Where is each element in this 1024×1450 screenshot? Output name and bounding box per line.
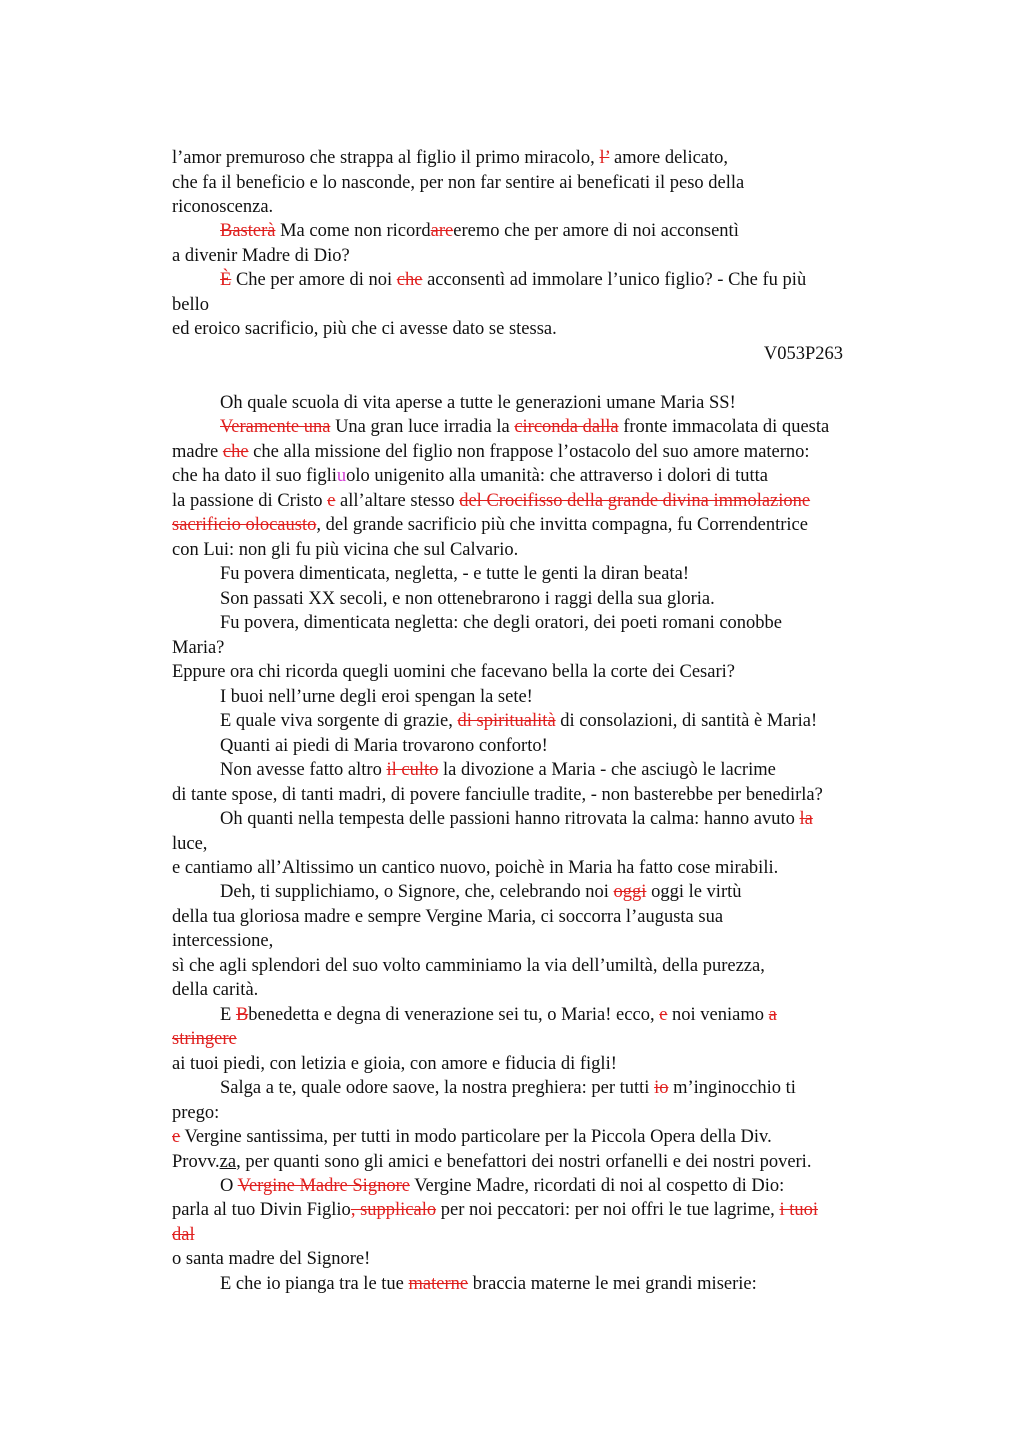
text-segment: Eppure ora chi ricorda quegli uomini che facevano bella la corte dei Cesari? (172, 662, 735, 682)
text-line (220, 880, 742, 904)
underlined-text: za (219, 1152, 237, 1172)
deleted-text: circonda dalla (514, 417, 619, 437)
deleted-text: Veramente una (220, 417, 331, 437)
deleted-text: stringere (172, 1029, 237, 1049)
text-line (172, 538, 518, 562)
text-segment: riconoscenza. (172, 197, 274, 217)
text-line (220, 685, 533, 709)
text-line (220, 1174, 784, 1198)
deleted-text: e (327, 491, 336, 511)
text-segment: acconsentì ad immolare l’unico figlio? - Che fu più (422, 270, 807, 290)
deleted-text: oggi (613, 882, 647, 902)
deleted-text: di spiritualità (457, 711, 556, 731)
text-segment: braccia materne le mei grandi miserie: (468, 1274, 757, 1294)
text-segment: luce, (172, 834, 208, 854)
text-line (172, 489, 810, 513)
text-line (220, 1272, 757, 1296)
text-line (172, 1247, 370, 1271)
text-segment: che ha dato il suo figli (172, 466, 337, 486)
text-segment: I buoi nell’urne degli eroi spengan la sete! (220, 687, 533, 707)
deleted-text: la (799, 809, 813, 829)
text-segment: all’altare stesso (335, 491, 460, 511)
text-segment: e cantiamo all’Altissimo un cantico nuovo, poichè in Maria ha fatto cose mirabili. (172, 858, 779, 878)
deleted-text: il culto (386, 760, 439, 780)
text-line (172, 317, 557, 341)
text-line (172, 1027, 237, 1051)
text-segment: Vergine Madre, ricordati di noi al cospetto di Dio: (409, 1176, 785, 1196)
text-line (172, 636, 224, 660)
text-segment: a divenir Madre di Dio? (172, 246, 350, 266)
text-segment: bello (172, 295, 209, 315)
text-segment: Fu povera dimenticata, negletta, - e tutte le genti la diran beata! (220, 564, 689, 584)
text-segment: Una gran luce irradia la (330, 417, 515, 437)
text-segment: E quale viva sorgente di grazie, (220, 711, 458, 731)
deleted-text: l’ (599, 148, 610, 168)
text-segment: , del grande sacrificio più che invitta compagna, fu Correndentrice (316, 515, 808, 535)
text-segment: fronte immacolata di questa (618, 417, 830, 437)
text-segment: O (220, 1176, 238, 1196)
text-segment: oggi le virtù (646, 882, 742, 902)
deleted-text: Vergine Madre Signore (237, 1176, 410, 1196)
text-segment: Che per amore di noi (231, 270, 397, 290)
deleted-text: io (654, 1078, 669, 1098)
text-segment: di consolazioni, di santità è Maria! (555, 711, 818, 731)
text-segment: m’inginocchio ti (668, 1078, 796, 1098)
text-line (172, 171, 744, 195)
text-segment: intercessione, (172, 931, 274, 951)
text-line (172, 856, 778, 880)
text-line (172, 293, 209, 317)
inserted-text: u (336, 466, 347, 486)
text-line (172, 954, 765, 978)
text-segment: Ma come non ricord (275, 221, 431, 241)
text-segment: Non avesse fatto altro (220, 760, 387, 780)
deleted-text: Basterà (220, 221, 276, 241)
text-segment: la passione di Cristo (172, 491, 328, 511)
text-segment: prego: (172, 1103, 220, 1123)
deleted-text: a (768, 1005, 777, 1025)
deleted-text: , supplicalo (350, 1200, 437, 1220)
text-segment: , per quanti sono gli amici e benefattori dei nostri orfanelli e dei nostri poveri. (236, 1152, 812, 1172)
text-line (172, 1101, 219, 1125)
deleted-text: materne (408, 1274, 469, 1294)
text-line (220, 611, 782, 635)
text-line (172, 978, 258, 1002)
text-line (220, 807, 813, 831)
text-line (172, 783, 823, 807)
text-segment: della carità. (172, 980, 259, 1000)
text-segment: la divozione a Maria - che asciugò le lacrime (438, 760, 776, 780)
text-segment: Deh, ti supplichiamo, o Signore, che, celebrando noi (220, 882, 614, 902)
text-segment: Fu povera, dimenticata negletta: che degli oratori, dei poeti romani conobbe (220, 613, 783, 633)
text-line (220, 268, 806, 292)
text-line (220, 758, 776, 782)
text-segment: della tua gloriosa madre e sempre Vergine Maria, ci soccorra l’augusta sua (172, 907, 724, 927)
text-segment: Oh quale scuola di vita aperse a tutte le generazioni umane Maria SS! (220, 393, 736, 413)
text-segment: Maria? (172, 638, 225, 658)
text-line (172, 146, 728, 170)
text-segment: ed eroico sacrificio, più che ci avesse dato se stessa. (172, 319, 557, 339)
text-line (172, 1223, 195, 1247)
text-segment: E che io pianga tra le tue (220, 1274, 409, 1294)
text-segment: che fa il beneficio e lo nasconde, per non far sentire ai beneficati il peso della (172, 173, 745, 193)
text-line (172, 1052, 617, 1076)
text-segment: o santa madre del Signore! (172, 1249, 371, 1269)
deleted-text: che (222, 442, 249, 462)
text-line (220, 562, 689, 586)
text-segment: sì che agli splendori del suo volto camminiamo la via dell’umiltà, della purezza, (172, 956, 765, 976)
text-segment: olo unigenito alla umanità: che attraverso i dolori di tutta (346, 466, 768, 486)
deleted-text: sacrificio olocausto (172, 515, 317, 535)
text-segment: l’amor premuroso che strappa al figlio il primo miracolo, (172, 148, 600, 168)
text-line (172, 440, 810, 464)
text-line (172, 464, 768, 488)
text-segment: Vergine santissima, per tutti in modo particolare per la Piccola Opera della Div. (180, 1127, 772, 1147)
deleted-text: dal (172, 1225, 195, 1245)
page-reference-code: V053P263 (763, 344, 843, 364)
text-line (220, 587, 715, 611)
text-line (220, 1003, 777, 1027)
text-segment: Oh quanti nella tempesta delle passioni hanno ritrovata la calma: hanno avuto (220, 809, 800, 829)
text-segment: con Lui: non gli fu più vicina che sul Calvario. (172, 540, 519, 560)
text-segment: Provv. (172, 1152, 220, 1172)
text-line (172, 195, 273, 219)
deleted-text: are (430, 221, 454, 241)
deleted-text: i tuoi (779, 1200, 818, 1220)
text-line (172, 244, 350, 268)
deleted-text: È (220, 270, 232, 290)
text-line (172, 1125, 772, 1149)
text-segment: benedetta e degna di venerazione sei tu, o Maria! ecco, (248, 1005, 660, 1025)
text-line (220, 734, 548, 758)
text-segment: eremo che per amore di noi acconsentì (453, 221, 739, 241)
text-segment: che alla missione del figlio non frappose l’ostacolo del suo amore materno: (248, 442, 810, 462)
deleted-text: del Crocifisso della grande divina immolazione (459, 491, 811, 511)
text-line (172, 513, 808, 537)
text-segment: madre (172, 442, 223, 462)
text-segment: parla al tuo Divin Figlio (172, 1200, 351, 1220)
text-segment: Son passati XX secoli, e non ottenebrarono i raggi della sua gloria. (220, 589, 715, 609)
text-segment: per noi peccatori: per noi offri le tue lagrime, (436, 1200, 780, 1220)
text-line (172, 1198, 818, 1222)
text-segment: di tante spose, di tanti madri, di povere fanciulle tradite, - non basterebbe per benedirla? (172, 785, 823, 805)
text-line (220, 1076, 796, 1100)
text-line (172, 905, 723, 929)
text-line (220, 415, 829, 439)
text-segment: noi veniamo (667, 1005, 769, 1025)
text-line (172, 1150, 811, 1174)
deleted-text: e (659, 1005, 668, 1025)
text-segment: amore delicato, (609, 148, 729, 168)
text-segment: ai tuoi piedi, con letizia e gioia, con amore e fiducia di figli! (172, 1054, 617, 1074)
text-line (172, 660, 735, 684)
text-line (220, 391, 736, 415)
text-segment: Quanti ai piedi di Maria trovarono conforto! (220, 736, 548, 756)
text-segment: Salga a te, quale odore saove, la nostra preghiera: per tutti (220, 1078, 655, 1098)
text-line (172, 832, 207, 856)
text-line (220, 219, 739, 243)
text-line (172, 929, 273, 953)
text-line (220, 709, 817, 733)
deleted-text: e (172, 1127, 181, 1147)
deleted-text: che (396, 270, 423, 290)
deleted-text: B (235, 1005, 249, 1025)
text-segment: E (220, 1005, 236, 1025)
